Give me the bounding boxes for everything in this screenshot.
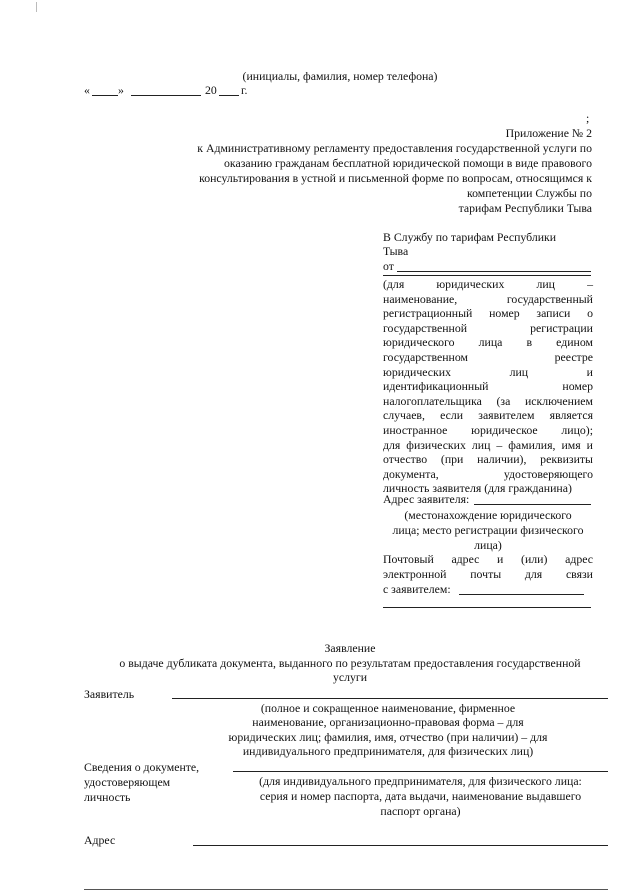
address-label: Адрес заявителя:: [383, 492, 470, 506]
note-line: регистрационный номер записи о: [383, 306, 593, 321]
statement-subtitle: услуги: [332, 670, 368, 684]
date-year-prefix: 20: [205, 83, 217, 97]
note-line: налогоплательщика (за исключением: [383, 393, 593, 408]
appendix-line: компетенции Службы по: [467, 186, 592, 200]
form-bottom-line: [84, 889, 608, 890]
stray-semicolon: ;: [586, 111, 590, 125]
doc-note-line: паспорт органа): [380, 804, 461, 818]
address-note-line: (местонахождение юридического: [404, 508, 572, 522]
address-blank: [474, 504, 591, 505]
statement-title: Заявление: [324, 641, 376, 655]
contact-blank-2: [383, 607, 591, 608]
note-line: для физических лиц – фамилия, имя и: [383, 437, 593, 452]
contact-line: электронной почты для связи: [383, 567, 593, 581]
applicant-label: Заявитель: [84, 687, 135, 701]
note-line: юридических лиц и: [383, 364, 593, 379]
date-open-quote: «: [84, 83, 90, 97]
doc-label-line: удостоверяющем: [84, 775, 171, 789]
from-label: от: [383, 259, 394, 273]
statement-subtitle: о выдаче дубликата документа, выданного по результатам предоставления государственной: [119, 656, 581, 670]
date-year-blank: [219, 95, 239, 96]
applicant-note-line: юридических лиц; фамилия, имя, отчество (при наличии) – для: [228, 730, 548, 744]
note-line: личность заявителя (для гражданина): [383, 481, 572, 496]
scan-artifact: [36, 2, 37, 12]
doc-note-line: (для индивидуального предпринимателя, для физического лица:: [259, 774, 582, 788]
address-note-line: лица): [474, 538, 502, 552]
note-line: юридического лица в едином: [383, 335, 593, 350]
note-line: (для юридических лиц –: [383, 277, 593, 291]
appendix-title: Приложение № 2: [505, 126, 592, 140]
form-address-label: Адрес: [84, 833, 116, 847]
contact-line: Почтовый адрес и (или) адрес: [383, 552, 593, 566]
note-line: идентификационный номер: [383, 379, 593, 394]
note-line: иностранное юридическое лицо);: [383, 422, 593, 437]
from-blank: [397, 271, 591, 272]
note-line: государственном реестре: [383, 349, 593, 364]
appendix-line: консультирования в устной и письменной форме по вопросам, относящимся к: [199, 171, 592, 185]
applicant-note: [383, 277, 593, 496]
doc-label-line: личность: [84, 790, 131, 804]
date-day-blank: [92, 95, 118, 96]
addressee-to-line: В Службу по тарифам Республики: [383, 230, 557, 244]
appendix-line: оказанию гражданам бесплатной юридической помощи в виде правового: [224, 156, 592, 170]
address-note-line: лица; место регистрации физического: [392, 523, 584, 537]
doc-note-line: серия и номер паспорта, дата выдачи, наименование выдавшего: [259, 789, 582, 803]
note-line: случаев, если заявителем является: [383, 408, 593, 423]
doc-blank: [233, 771, 608, 772]
note-line: документа, удостоверяющего: [383, 466, 593, 481]
note-line: государственной регистрации: [383, 320, 593, 335]
applicant-note-line: индивидуального предпринимателя, для физических лиц): [242, 744, 534, 758]
note-line: отчество (при наличии), реквизиты: [383, 452, 593, 467]
applicant-note-line: наименование, организационно-правовая форма – для: [252, 715, 524, 729]
applicant-blank: [172, 698, 608, 699]
date-month-blank: [131, 95, 201, 96]
date-year-suffix: г.: [241, 83, 248, 97]
appendix-line: к Административному регламенту предоставления государственной услуги по: [197, 141, 592, 155]
note-line: наименование, государственный: [383, 291, 593, 306]
contact-last-line: с заявителем:: [383, 582, 451, 596]
form-address-blank: [193, 845, 608, 846]
contact-blank: [459, 594, 584, 595]
doc-label-line: Сведения о документе,: [84, 760, 200, 774]
initials-caption: (инициалы, фамилия, номер телефона): [242, 69, 438, 83]
applicant-note-line: (полное и сокращенное наименование, фирменное: [260, 701, 516, 715]
appendix-line: тарифам Республики Тыва: [458, 201, 592, 215]
from-blank-2: [383, 275, 591, 276]
addressee-to-line: Тыва: [383, 244, 409, 258]
date-close-quote: »: [118, 83, 124, 97]
